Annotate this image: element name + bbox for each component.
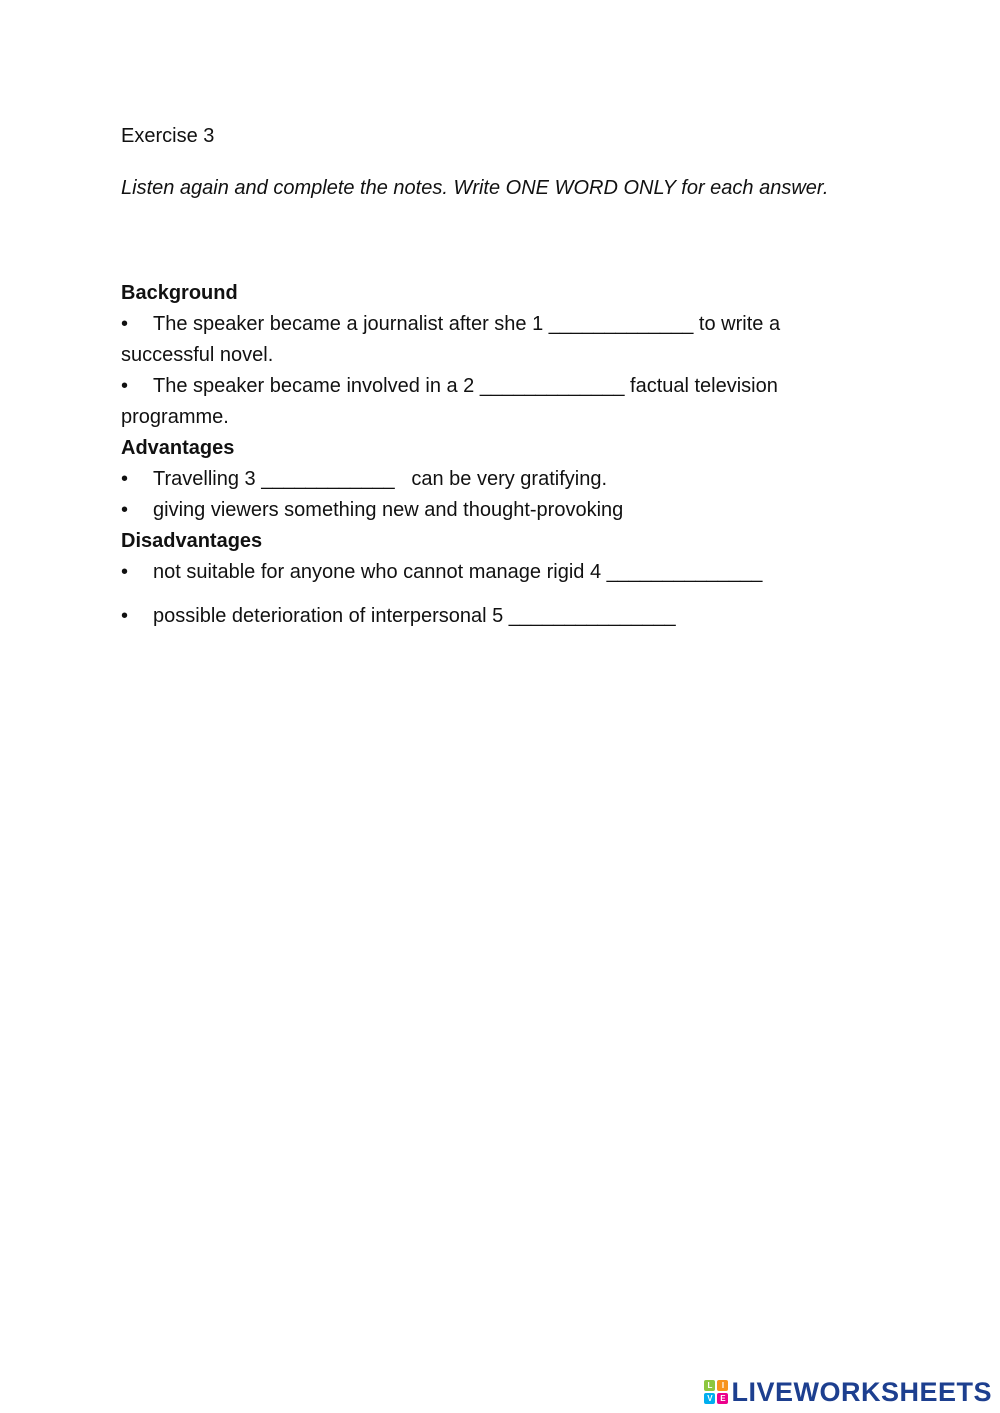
liveworksheets-logo [704,1377,992,1407]
background-item-1 [121,309,881,340]
logo-mark-v: V [704,1393,715,1404]
liveworksheets-logo-text: LIVEWORKSHEETS [731,1376,992,1407]
logo-mark-l: L [704,1380,715,1391]
logo-mark-e: E [717,1393,728,1404]
background-item-1-continuation: successful novel. [121,344,274,366]
bullet-icon: • [121,468,129,490]
worksheet-content [121,121,881,632]
background-item-1-text: The speaker became a journalist after she 1 _____________ to write a [153,313,781,335]
background-item-2-continuation: programme. [121,406,229,428]
logo-mark-i: I [717,1380,728,1391]
bullet-icon: • [121,313,129,335]
section-heading-advantages: Advantages [121,437,235,459]
advantages-item-1 [121,464,881,495]
disadvantages-list [121,557,881,632]
bullet-icon: • [121,605,129,627]
exercise-instructions: Listen again and complete the notes. Write ONE WORD ONLY for each answer. [121,177,829,199]
section-heading-disadvantages: Disadvantages [121,530,263,552]
disadvantages-item-2 [121,601,881,632]
advantages-list [121,464,881,526]
bullet-icon: • [121,499,129,521]
background-list [121,309,881,433]
exercise-title: Exercise 3 [121,125,215,147]
bullet-icon: • [121,375,129,397]
advantages-item-1-text: Travelling 3 ____________ can be very gratifying. [153,468,607,490]
section-heading-background: Background [121,282,238,304]
disadvantages-item-1 [121,557,881,588]
disadvantages-item-1-text: not suitable for anyone who cannot manage rigid 4 ______________ [153,561,763,583]
liveworksheets-logo-icon [704,1380,728,1404]
background-item-2-text: The speaker became involved in a 2 _____________ factual television [153,375,778,397]
advantages-item-2 [121,495,881,526]
advantages-item-2-text: giving viewers something new and thought-provoking [153,499,624,521]
background-item-2 [121,371,881,402]
disadvantages-item-2-text: possible deterioration of interpersonal 5 _______________ [153,605,676,627]
bullet-icon: • [121,561,129,583]
